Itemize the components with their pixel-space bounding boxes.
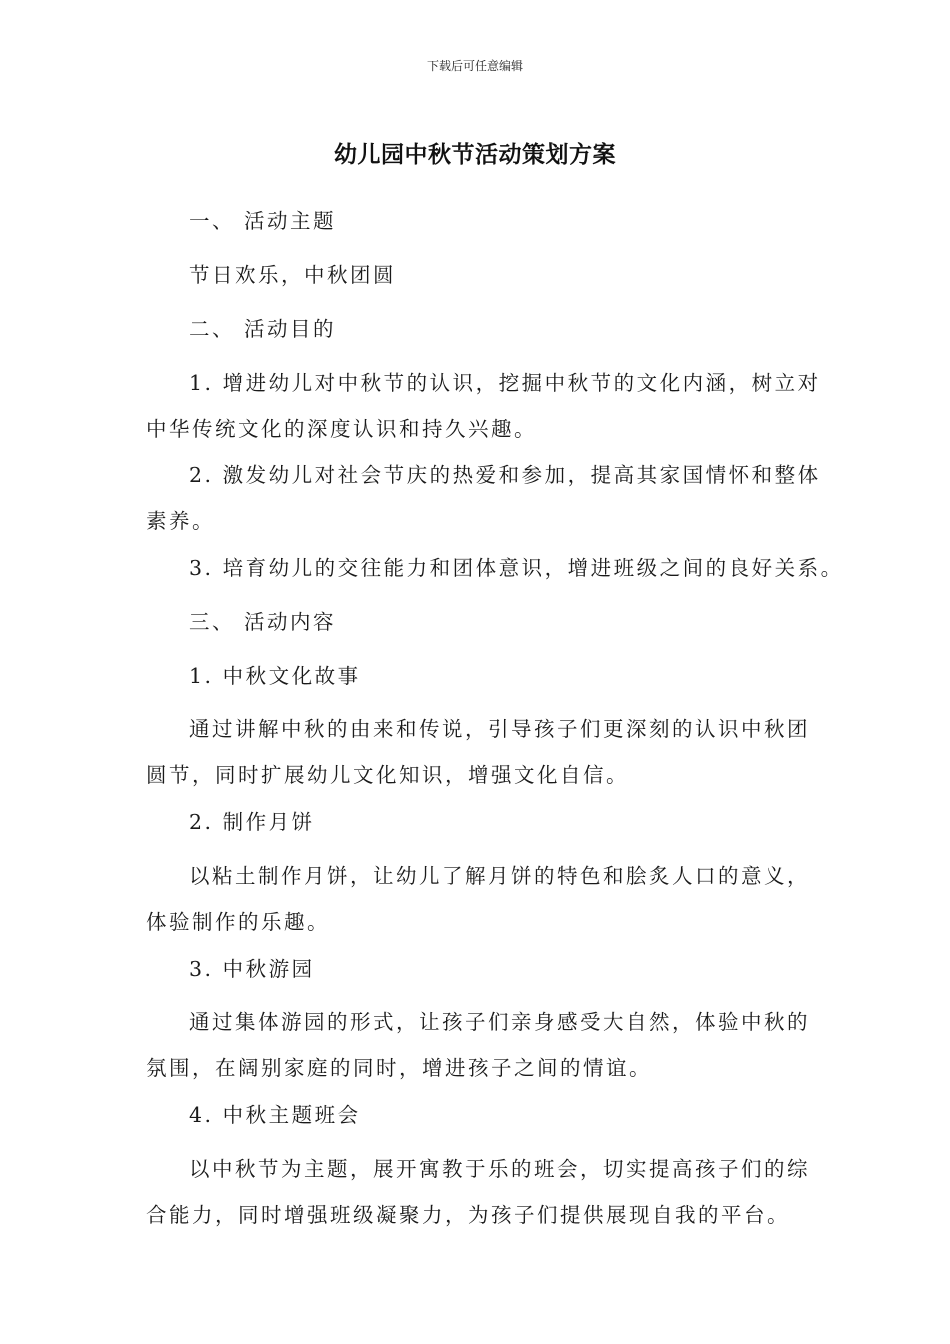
purpose-item-2-line1: 2. 激发幼儿对社会节庆的热爱和参加，提高其家国情怀和整体 xyxy=(189,463,821,487)
content-text-3-line2: 氛围，在阔别家庭的同时，增进孩子之间的情谊。 xyxy=(146,1056,652,1080)
section-heading-purpose: 二、 活动目的 xyxy=(189,317,337,341)
content-text-4-line2: 合能力，同时增强班级凝聚力，为孩子们提供展现自我的平台。 xyxy=(146,1203,790,1227)
content-heading-2: 2. 制作月饼 xyxy=(189,810,315,834)
content-text-2-line2: 体验制作的乐趣。 xyxy=(146,910,330,934)
section-heading-content: 三、 活动内容 xyxy=(189,610,337,634)
section-heading-theme: 一、 活动主题 xyxy=(189,209,337,233)
content-heading-3: 3. 中秋游园 xyxy=(189,957,315,981)
purpose-item-3: 3. 培育幼儿的交往能力和团体意识，增进班级之间的良好关系。 xyxy=(189,556,844,580)
content-text-1 xyxy=(146,706,811,798)
content-heading-4: 4. 中秋主题班会 xyxy=(189,1103,361,1127)
content-text-4-line1: 以中秋节为主题，展开寓教于乐的班会，切实提高孩子们的综 xyxy=(189,1157,810,1181)
purpose-item-2 xyxy=(146,452,821,544)
purpose-item-2-line2: 素养。 xyxy=(146,509,215,533)
content-text-1-line2: 圆节，同时扩展幼儿文化知识，增强文化自信。 xyxy=(146,763,629,787)
purpose-item-1 xyxy=(146,360,821,452)
content-text-1-line1: 通过讲解中秋的由来和传说，引导孩子们更深刻的认识中秋团 xyxy=(189,717,810,741)
purpose-item-1-line1: 1. 增进幼儿对中秋节的认识，挖掘中秋节的文化内涵，树立对 xyxy=(189,371,821,395)
content-text-3 xyxy=(146,999,811,1091)
content-text-2-line1: 以粘土制作月饼，让幼儿了解月饼的特色和脍炙人口的意义， xyxy=(189,864,810,888)
content-text-3-line1: 通过集体游园的形式，让孩子们亲身感受大自然，体验中秋的 xyxy=(189,1010,810,1034)
document-title: 幼儿园中秋节活动策划方案 xyxy=(334,142,616,168)
theme-text: 节日欢乐，中秋团圆 xyxy=(189,263,396,287)
header-note: 下载后可任意编辑 xyxy=(426,59,523,73)
purpose-item-1-line2: 中华传统文化的深度认识和持久兴趣。 xyxy=(146,417,537,441)
content-text-4 xyxy=(146,1146,811,1238)
content-heading-1: 1. 中秋文化故事 xyxy=(189,664,361,688)
content-text-2 xyxy=(146,853,811,945)
